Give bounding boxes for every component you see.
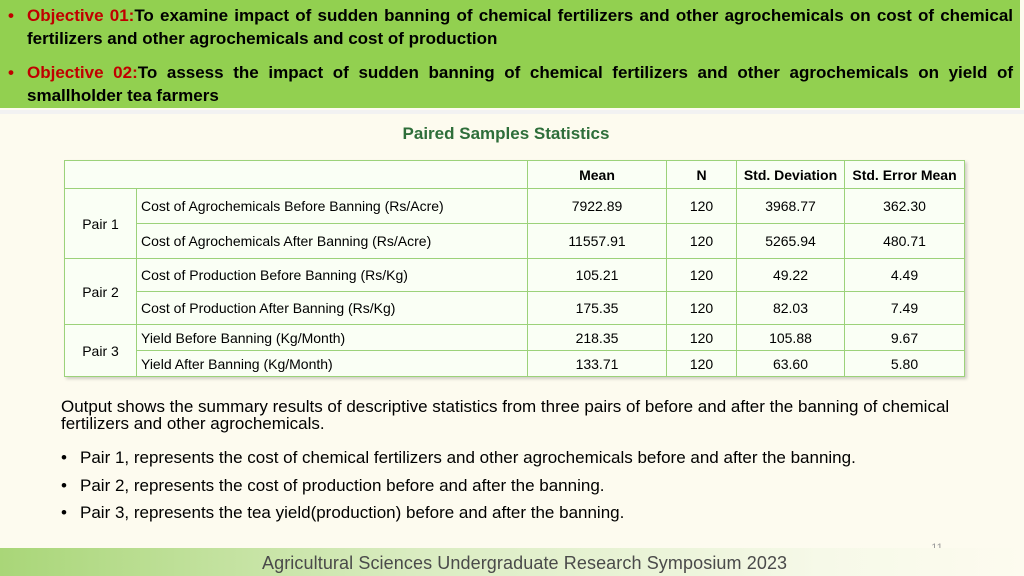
- std-error-value: 9.67: [845, 325, 965, 351]
- std-deviation-value: 105.88: [737, 325, 845, 351]
- n-value: 120: [667, 351, 737, 377]
- summary-intro: Output shows the summary results of descriptive statistics from three pairs of before and after the banning of chemical fertilizers and other agrochemicals.: [61, 397, 950, 433]
- std-deviation-value: 63.60: [737, 351, 845, 377]
- header-blank-cell: [65, 161, 528, 189]
- mean-value: 105.21: [528, 259, 667, 292]
- std-error-value: 362.30: [845, 189, 965, 224]
- header-std-error-mean: Std. Error Mean: [845, 161, 965, 189]
- std-error-value: 5.80: [845, 351, 965, 377]
- std-error-value: 480.71: [845, 224, 965, 259]
- mean-value: 11557.91: [528, 224, 667, 259]
- objective-02-text: To assess the impact of sudden banning of chemical fertilizers and other agrochemicals on yield of smallholder tea farmers: [27, 63, 1013, 105]
- std-error-value: 4.49: [845, 259, 965, 292]
- bullet: •: [61, 448, 67, 467]
- header-mean: Mean: [528, 161, 667, 189]
- n-value: 120: [667, 292, 737, 325]
- variable-label: Cost of Agrochemicals Before Banning (Rs/Acre): [137, 189, 528, 224]
- summary-text: [61, 398, 991, 527]
- divider: [0, 110, 1024, 114]
- std-deviation-value: 5265.94: [737, 224, 845, 259]
- objective-02: [8, 61, 1013, 107]
- bullet: •: [61, 503, 67, 522]
- list-item: [61, 499, 991, 527]
- list-item: [61, 472, 991, 500]
- n-value: 120: [667, 259, 737, 292]
- mean-value: 175.35: [528, 292, 667, 325]
- table-title: Paired Samples Statistics: [402, 124, 610, 143]
- variable-label: Cost of Production Before Banning (Rs/Kg): [137, 259, 528, 292]
- mean-value: 7922.89: [528, 189, 667, 224]
- n-value: 120: [667, 325, 737, 351]
- summary-point: Pair 3, represents the tea yield(production) before and after the banning.: [80, 503, 625, 522]
- variable-label: Cost of Production After Banning (Rs/Kg): [137, 292, 528, 325]
- table-row: [65, 325, 965, 351]
- bullet: •: [8, 6, 14, 25]
- objective-01-text: To examine impact of sudden banning of chemical fertilizers and other agrochemicals on cost of chemical fertilizers and other agrochemicals and cost of production: [27, 6, 1013, 48]
- footer-title: Agricultural Sciences Undergraduate Research Symposium 2023: [262, 553, 788, 573]
- std-error-value: 7.49: [845, 292, 965, 325]
- pair-label: Pair 2: [65, 259, 137, 325]
- summary-point: Pair 2, represents the cost of production before and after the banning.: [80, 475, 605, 495]
- variable-label: Yield Before Banning (Kg/Month): [137, 325, 528, 351]
- n-value: 120: [667, 224, 737, 259]
- pair-label: Pair 1: [65, 189, 137, 259]
- std-deviation-value: 3968.77: [737, 189, 845, 224]
- list-item: [61, 444, 991, 472]
- mean-value: 133.71: [528, 351, 667, 377]
- n-value: 120: [667, 189, 737, 224]
- table-row: [65, 189, 965, 224]
- table-row: [65, 292, 965, 325]
- pair-label: Pair 3: [65, 325, 137, 377]
- table-header-row: [65, 161, 965, 189]
- table-row: [65, 224, 965, 259]
- mean-value: 218.35: [528, 325, 667, 351]
- header-n: N: [667, 161, 737, 189]
- objective-01-label: Objective 01:: [27, 6, 135, 25]
- bullet: •: [61, 475, 67, 495]
- std-deviation-value: 82.03: [737, 292, 845, 325]
- bullet: •: [8, 63, 14, 82]
- paired-samples-statistics-table: [64, 160, 965, 377]
- summary-point: Pair 1, represents the cost of chemical fertilizers and other agrochemicals before and after the banning.: [80, 448, 856, 467]
- summary-list: [61, 444, 991, 527]
- table-row: [65, 351, 965, 377]
- variable-label: Yield After Banning (Kg/Month): [137, 351, 528, 377]
- std-deviation-value: 49.22: [737, 259, 845, 292]
- variable-label: Cost of Agrochemicals After Banning (Rs/Acre): [137, 224, 528, 259]
- table-row: [65, 259, 965, 292]
- objective-02-label: Objective 02:: [27, 63, 138, 82]
- objective-01: [8, 4, 1013, 50]
- header-std-deviation: Std. Deviation: [737, 161, 845, 189]
